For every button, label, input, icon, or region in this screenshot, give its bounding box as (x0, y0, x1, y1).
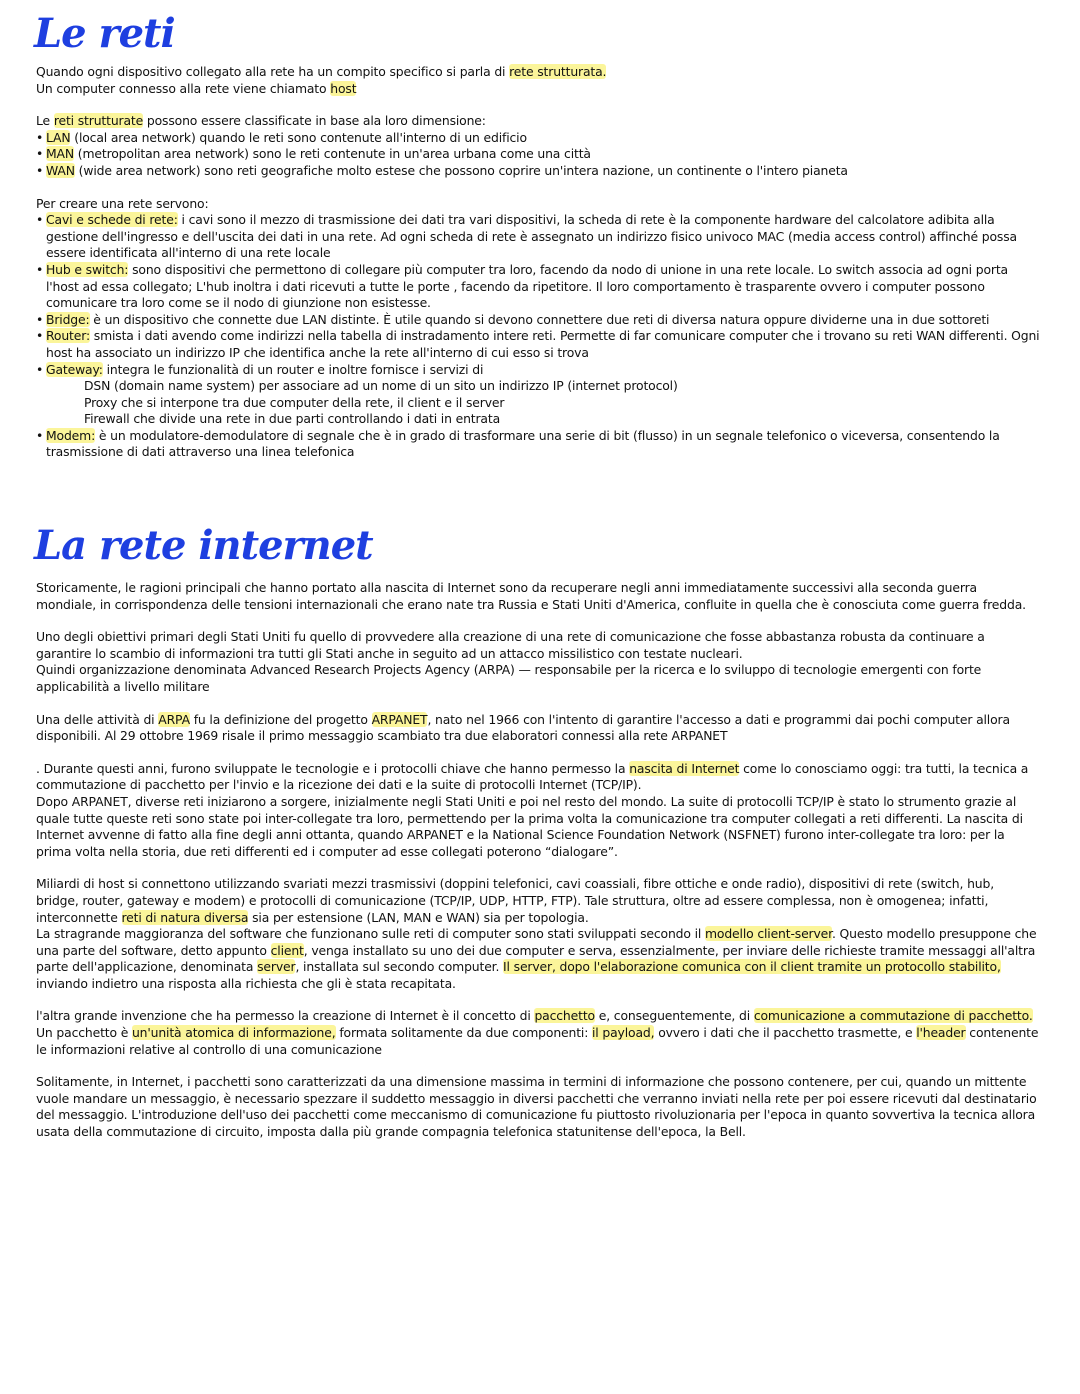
network-size-list (36, 130, 1040, 180)
list-item-router: • Router: smista i dati avendo come indirizzi nella tabella di instradamento intere reti. Permette di far comunicare computer che i trovano su reti WAN differenti. Ogni host ha associato un indirizzo IP che identifica anche la rete all'interno di cui esso si trova (36, 328, 1040, 361)
list-item-modem: • Modem: è un modulatore-demodulatore di segnale che è in grado di trasformare una serie di bit (flusso) in un segnale telefonico o viceversa, consentendo la trasmissione di dati attraverso una linea telefonica (36, 428, 1040, 461)
list-item-hub-switch: • Hub e switch: sono dispositivi che permettono di collegare più computer tra loro, facendo da nodo di unione in una rete locale. Lo switch associa ad ogni porta l'host ad essa collegato; L'hub inoltra i dati ricevuti a tutte le porte , facendo da ripetitore. Il loro comportamento è trasparente ovvero i computer possono comunicare tra loro come se il nodo di giunzione non esistesse. (36, 262, 1040, 312)
paragraph-arpanet: Una delle attività di ARPA fu la definizione del progetto ARPANET, nato nel 1966 con l'intento di garantire l'accesso a dati e programmi dai pochi computer allora disponibili. Al 29 ottobre 1969 risale il primo messaggio scambiato tra due elaboratori connessi alla rete ARPANET (36, 711, 1010, 744)
paragraph-dimensione-pacchetti: Solitamente, in Internet, i pacchetti sono caratterizzati da una dimensione massima in termini di informazione che possono contenere, per cui, quando un mittente vuole mandare un messaggio, è necessario spezzare il suddetto messaggio in diversi pacchetti che verranno inviati nella rete per poi essere ricevuti dal destinatario del messaggio. L'introduzione dell'uso dei pacchetti come meccanismo di comunicazione fu piuttosto rivoluzionaria per l'epoca in quanto sovvertiva la tecnica allora usata della commutazione di circuito, imposta dalla più grande compagnia telefonica statunitense dell'epoca, la Bell. (36, 1074, 1037, 1140)
paragraph-obiettivi: Uno degli obiettivi primari degli Stati Uniti fu quello di provvedere alla creazione di una rete di comunicazione che fosse abbastanza robusta da continuare a garantire lo scambio di informazioni tra tutti gli Stati anche in seguito ad un attacco missilistico con testate nucleari. (36, 629, 985, 661)
paragraph-nascita-internet: . Durante questi anni, furono sviluppate le tecnologie e i protocolli chiave che hanno permesso la nascita di Internet come lo conosciamo oggi: tra tutti, la tecnica a commutazione di pacchetto per l'invio e la ricezione dei dati e la suite di protocolli Internet (TCP/IP). (36, 760, 1029, 793)
list-item-wan: • WAN (wide area network) sono reti geografiche molto estese che possono coprire un'intera nazione, un continente o l'intero pianeta (36, 163, 1040, 180)
highlight-rete-strutturata: rete strutturata. (509, 64, 607, 79)
list-item-lan: • LAN (local area network) quando le reti sono contenute all'interno di un edificio (36, 130, 1040, 147)
paragraph-rete-strutturata: Quando ogni dispositivo collegato alla rete ha un compito specifico si parla di rete strutturata. (36, 64, 607, 79)
paragraph-arpa: Quindi organizzazione denominata Advanced Research Projects Agency (ARPA) — responsabile per la ricerca e lo sviluppo di tecnologie emergenti con forte applicabilità a livello militare (36, 662, 982, 694)
section-la-rete-internet (36, 580, 1040, 1141)
section-title-le-reti: Le reti (34, 10, 175, 57)
network-components-list (36, 212, 1040, 461)
gateway-service-proxy: Proxy che si interpone tra due computer della rete, il client e il server (84, 394, 505, 410)
list-item-bridge: • Bridge: è un dispositivo che connette due LAN distinte. È utile quando si devono connettere due reti di diversa natura oppure dividerne una in due sottoreti (36, 312, 1040, 329)
paragraph-host-mezzi: Miliardi di host si connettono utilizzando svariati mezzi trasmissivi (doppini telefonici, cavi coassiali, fibre ottiche e onde radio), dispositivi di rete (switch, hub, bridge, router, gateway e modem) e protocolli di comunicazione (TCP/IP, UDP, HTTP, FTP). Tale struttura, oltre ad essere complessa, non è omogenea; infatti, interconnette reti di natura diversa sia per estensione (LAN, MAN e WAN) sia per topologia. (36, 876, 994, 925)
paragraph-tcp-ip: Dopo ARPANET, diverse reti iniziarono a sorgere, inizialmente negli Stati Uniti e poi nel resto del mondo. La suite di protocolli TCP/IP è stato lo strumento grazie al quale tutte queste reti sono state poi inter-collegate tra loro, permettendo per la prima volta la comunicazione tra computer collegati a reti differenti. La nascita di Internet avvenne di fatto alla fine degli anni ottanta, quando ARPANET e la National Science Foundation Network (NSFNET) furono inter-collegate tra loro: per la prima volta nella storia, due reti differenti ed i computer ad esse collegati poterono “dialogare”. (36, 793, 1023, 859)
list-item-cavi-schede: • Cavi e schede di rete: i cavi sono il mezzo di trasmissione dei dati tra vari dispositivi, la scheda di rete è la componente hardware del calcolatore adibita alla gestione dell'ingresso e dell'uscita dei dati in una rete. Ad ogni scheda di rete è assegnato un indirizzo fisico univoco MAC (media access control) affinché possa essere identificata all'interno di una rete locale (36, 212, 1040, 262)
section-title-la-rete-internet: La rete internet (34, 522, 373, 569)
highlight-host: host (330, 80, 357, 96)
paragraph-classification: Le reti strutturate possono essere classificate in base ala loro dimensione: (36, 113, 486, 129)
list-item-man: • MAN (metropolitan area network) sono le reti contenute in un'area urbana come una città (36, 146, 1040, 163)
gateway-service-dns: DSN (domain name system) per associare ad un nome di un sito un indirizzo IP (internet protocol) (84, 378, 678, 394)
paragraph-host: Un computer connesso alla rete viene chiamato host (36, 80, 357, 96)
paragraph-pacchetto: l'altra grande invenzione che ha permesso la creazione di Internet è il concetto di pacchetto e, conseguentemente, di comunicazione a commutazione di pacchetto. Un pacchetto è un'unità atomica di informazione, formata solitamente da due componenti: il payload, ovvero i dati che il pacchetto trasmette, e l'header contenente le informazioni relative al controllo di una comunicazione (36, 1008, 1039, 1057)
gateway-service-firewall: Firewall che divide una rete in due parti controllando i dati in entrata (84, 411, 501, 427)
highlight-reti-strutturate: reti strutturate (53, 113, 144, 129)
list-item-gateway: • Gateway: integra le funzionalità di un router e inoltre fornisce i servizi di DSN (domain name system) per associare ad un nome di un sito un indirizzo IP (internet protocol) Proxy che si interpone tra due computer della rete, il client e il server Firewall che divide una rete in due parti controllando i dati in entrata (36, 362, 1040, 428)
section-le-reti (36, 64, 1040, 461)
paragraph-client-server: La stragrande maggioranza del software che funzionano sulle reti di computer sono stati sviluppati secondo il modello client-server. Questo modello presuppone che una parte del software, detto appunto client, venga installato su uno dei due computer e serva, essenzialmente, per inviare delle richieste tramite messaggi all'altra parte dell'applicazione, denominata server, installata sul secondo computer. Il server, dopo l'elaborazione comunica con il client tramite un protocollo stabilito, inviando indietro una risposta alla richiesta che gli è stata recapitata. (36, 926, 1037, 991)
paragraph-create-intro: Per creare una rete servono: (36, 195, 209, 211)
paragraph-storia: Storicamente, le ragioni principali che hanno portato alla nascita di Internet sono da recuperare negli anni immediatamente successivi alla seconda guerra mondiale, in corrispondenza delle tensioni internazionali che erano nate tra Russia e Stati Uniti d'America, confluite in quella che è conosciuta come guerra fredda. (36, 580, 1026, 612)
